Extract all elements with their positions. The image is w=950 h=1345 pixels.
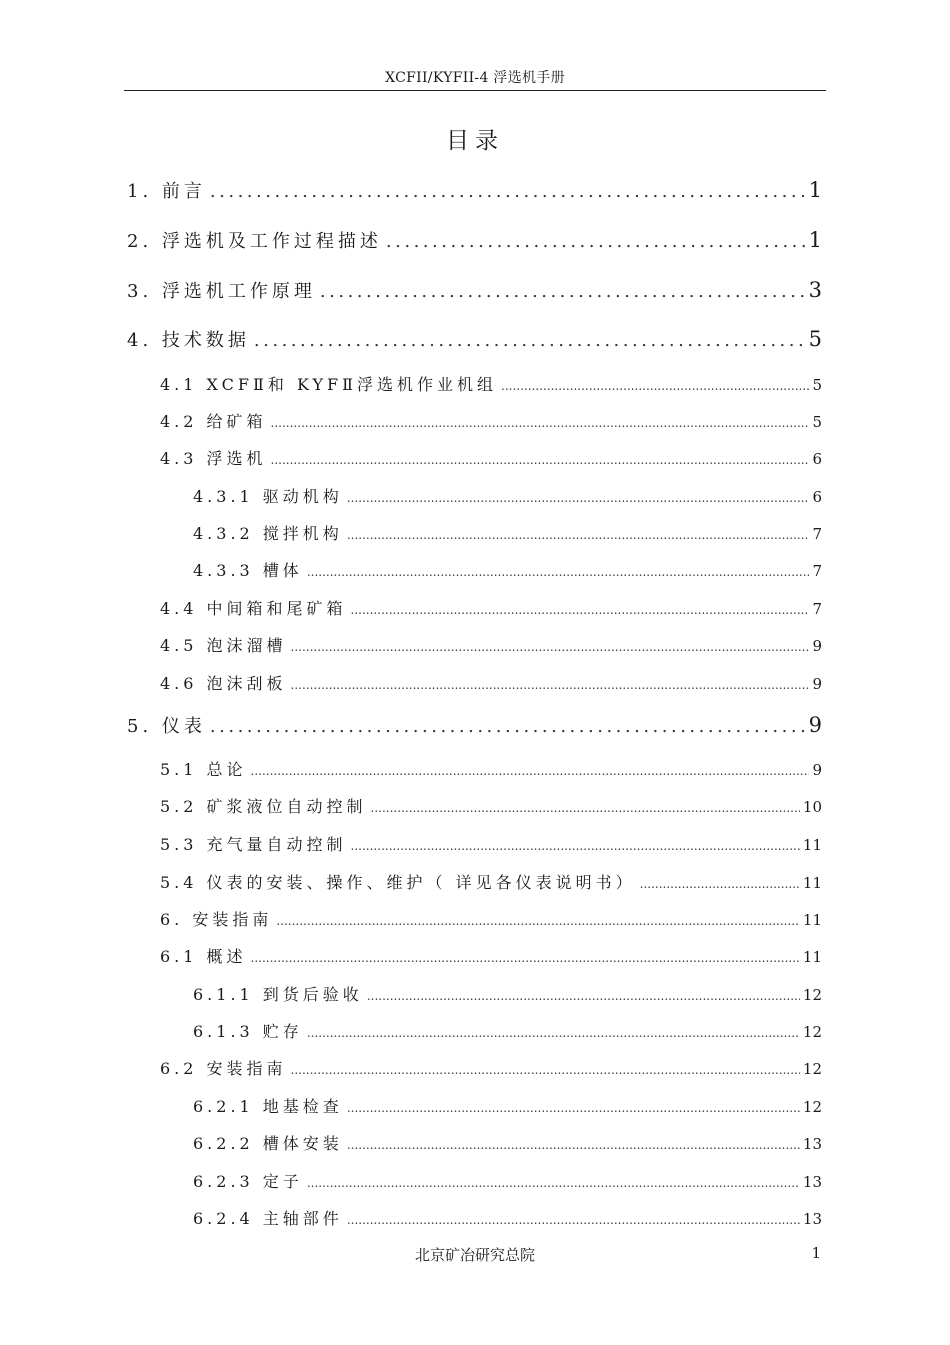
dot-leader <box>210 181 806 202</box>
dot-leader <box>347 1138 800 1152</box>
dot-leader <box>291 1063 800 1077</box>
toc-entry-4-3-2[interactable] <box>193 521 822 544</box>
toc-entry-page: 7 <box>812 562 822 580</box>
dot-leader <box>347 528 810 542</box>
toc-entry-page: 9 <box>812 675 822 693</box>
dot-leader <box>640 877 800 891</box>
toc-entry-page: 13 <box>802 1173 822 1191</box>
toc-entry-4-3-1[interactable] <box>193 484 822 507</box>
toc-entry-4-6[interactable] <box>160 671 822 694</box>
dot-leader <box>351 839 800 853</box>
dot-leader <box>307 565 810 579</box>
toc-entry-5-4[interactable] <box>160 870 822 893</box>
toc-entry-6-2-4[interactable] <box>193 1206 822 1229</box>
toc-entry-page: 11 <box>802 836 822 854</box>
toc-entry-4-3-3[interactable] <box>193 558 822 581</box>
dot-leader <box>371 801 800 815</box>
toc-entry-5[interactable] <box>127 712 822 738</box>
toc-entry-label: 6.2.3 定子 <box>193 1172 303 1191</box>
toc-entry-label: 6.2.1 地基检查 <box>193 1097 343 1116</box>
toc-entry-4[interactable] <box>127 326 822 352</box>
toc-entry-page: 3 <box>808 278 822 302</box>
toc-entry-page: 7 <box>812 600 822 618</box>
toc-entry-page: 13 <box>802 1135 822 1153</box>
toc-entry-6-2-1[interactable] <box>193 1094 822 1117</box>
footer-page-number: 1 <box>811 1244 821 1262</box>
dot-leader <box>320 281 806 302</box>
dot-leader <box>351 603 810 617</box>
toc-entry-page: 12 <box>802 1023 822 1041</box>
toc-entry-label: 4.3 浮选机 <box>160 449 267 468</box>
toc-entry-label: 5.2 矿浆液位自动控制 <box>160 797 367 816</box>
toc-entry-page: 1 <box>808 178 822 202</box>
toc-entry-page: 7 <box>812 525 822 543</box>
dot-leader <box>347 491 810 505</box>
dot-leader <box>271 416 810 430</box>
toc-entry-4-4[interactable] <box>160 596 822 619</box>
toc-entry-6-1-3[interactable] <box>193 1019 822 1042</box>
toc-entry-page: 12 <box>802 986 822 1004</box>
toc-entry-label: 4.5 泡沫溜槽 <box>160 636 287 655</box>
dot-leader <box>347 1101 800 1115</box>
toc-entry-label: 2. 浮选机及工作过程描述 <box>127 231 382 252</box>
toc-entry-label: 4.3.3 槽体 <box>193 561 303 580</box>
toc-entry-6-2-3[interactable] <box>193 1169 822 1192</box>
toc-entry-page: 9 <box>812 637 822 655</box>
toc-entry-page: 11 <box>802 874 822 892</box>
toc-title: 目录 <box>446 128 504 154</box>
dot-leader <box>291 640 810 654</box>
toc-entry-page: 11 <box>802 911 822 929</box>
toc-entry-page: 5 <box>808 327 822 351</box>
toc-entry-6-2[interactable] <box>160 1056 822 1079</box>
toc-entry-label: 4.1 XCFⅡ和 KYFⅡ浮选机作业机组 <box>160 375 498 394</box>
dot-leader <box>307 1176 800 1190</box>
toc-entry-page: 10 <box>802 798 822 816</box>
toc-entry-page: 9 <box>812 761 822 779</box>
dot-leader <box>291 678 810 692</box>
dot-leader <box>347 1213 800 1227</box>
toc-entry-label: 6.2.2 槽体安装 <box>193 1134 343 1153</box>
header-title: XCFII/KYFII-4 浮选机手册 <box>385 70 565 86</box>
toc-entry-4-3[interactable] <box>160 446 822 469</box>
toc-entry-label: 6.1 概述 <box>160 947 247 966</box>
toc-entry-6-2-2[interactable] <box>193 1131 822 1154</box>
toc-entry-4-1[interactable] <box>160 372 822 395</box>
toc-entry-5-1[interactable] <box>160 757 822 780</box>
dot-leader <box>367 989 800 1003</box>
toc-entry-label: 3. 浮选机工作原理 <box>127 281 316 302</box>
toc-entry-page: 5 <box>812 413 822 431</box>
dot-leader <box>501 379 809 393</box>
toc-entry-page: 6 <box>812 488 822 506</box>
toc-entry-label: 5.1 总论 <box>160 760 247 779</box>
toc-entry-label: 4.6 泡沫刮板 <box>160 674 287 693</box>
toc-entry-4-2[interactable] <box>160 409 822 432</box>
toc-entry-label: 6.1.3 贮存 <box>193 1022 303 1041</box>
toc-entry-2[interactable] <box>127 227 822 253</box>
toc-entry-page: 1 <box>808 228 822 252</box>
toc-entry-label: 4.3.2 搅拌机构 <box>193 524 343 543</box>
toc-entry-label: 6. 安装指南 <box>160 910 273 929</box>
toc-entry-label: 6.2 安装指南 <box>160 1059 287 1078</box>
toc-entry-page: 12 <box>802 1060 822 1078</box>
toc-entry-6[interactable] <box>160 907 822 930</box>
toc-entry-label: 4.3.1 驱动机构 <box>193 487 343 506</box>
dot-leader <box>251 951 800 965</box>
dot-leader <box>307 1026 800 1040</box>
toc-entry-1[interactable] <box>127 177 822 203</box>
dot-leader <box>251 764 810 778</box>
toc-entry-5-3[interactable] <box>160 832 822 855</box>
toc-entry-page: 6 <box>812 450 822 468</box>
footer-institution: 北京矿冶研究总院 <box>414 1246 535 1264</box>
toc-entry-6-1[interactable] <box>160 944 822 967</box>
toc-entry-label: 4.2 给矿箱 <box>160 412 267 431</box>
toc-entry-label: 4. 技术数据 <box>127 330 250 351</box>
toc-entry-label: 6.2.4 主轴部件 <box>193 1209 343 1228</box>
dot-leader <box>254 330 806 351</box>
toc-entry-label: 1. 前言 <box>127 181 206 202</box>
toc-entry-5-2[interactable] <box>160 794 822 817</box>
toc-entry-label: 4.4 中间箱和尾矿箱 <box>160 599 347 618</box>
page-footer <box>124 1244 826 1266</box>
dot-leader <box>386 231 806 252</box>
dot-leader <box>210 716 806 737</box>
toc-entry-label: 5. 仪表 <box>127 716 206 737</box>
toc-entry-page: 13 <box>802 1210 822 1228</box>
toc-entry-4-5[interactable] <box>160 633 822 656</box>
dot-leader <box>271 453 810 467</box>
toc-entry-label: 6.1.1 到货后验收 <box>193 985 363 1004</box>
toc-entry-label: 5.3 充气量自动控制 <box>160 835 347 854</box>
toc-entry-3[interactable] <box>127 277 822 303</box>
toc-entry-6-1-1[interactable] <box>193 982 822 1005</box>
toc-entry-page: 11 <box>802 948 822 966</box>
toc-entry-label: 5.4 仪表的安装、操作、维护（ 详见各仪表说明书） <box>160 873 636 892</box>
toc-entry-page: 9 <box>808 713 822 737</box>
toc-entry-page: 12 <box>802 1098 822 1116</box>
dot-leader <box>276 914 800 928</box>
toc-entry-page: 5 <box>812 376 822 394</box>
